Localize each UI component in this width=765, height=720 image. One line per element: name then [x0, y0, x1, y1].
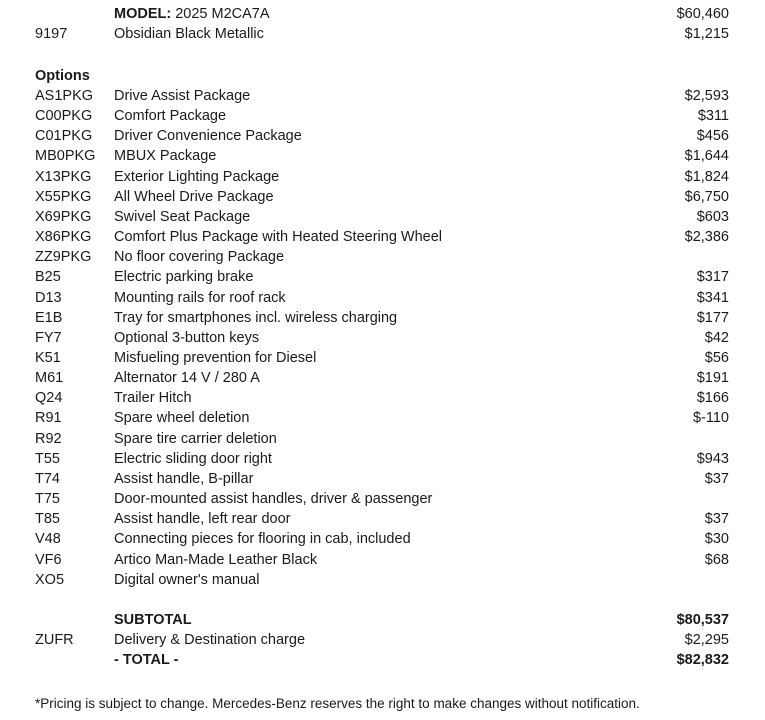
option-row: [0, 388, 765, 408]
option-row: [0, 247, 765, 267]
option-description: Swivel Seat Package: [114, 208, 251, 225]
option-code: V48: [35, 531, 61, 548]
option-row: [0, 408, 765, 428]
total-price: $82,832: [676, 652, 729, 668]
option-row: [0, 146, 765, 166]
option-price: $6,750: [684, 188, 729, 205]
option-row: [0, 106, 765, 126]
option-row: [0, 207, 765, 227]
option-description: Assist handle, left rear door: [114, 511, 291, 528]
option-price: $603: [696, 208, 729, 225]
option-code: XO5: [35, 571, 65, 588]
option-code: X69PKG: [35, 208, 92, 225]
delivery-code: ZUFR: [35, 632, 74, 648]
option-code: R91: [35, 410, 62, 427]
option-price: $-110: [692, 410, 729, 427]
option-row: [0, 267, 765, 287]
paint-price: $1,215: [684, 26, 729, 42]
option-code: VF6: [35, 551, 62, 568]
option-price: $68: [704, 551, 729, 568]
model-label: MODEL:: [114, 6, 172, 22]
subtotal-row: [0, 610, 765, 630]
option-row: [0, 167, 765, 187]
option-row: [0, 529, 765, 549]
option-code: T74: [35, 470, 60, 487]
option-code: D13: [35, 289, 62, 306]
option-row: [0, 308, 765, 328]
option-description: Optional 3-button keys: [114, 329, 260, 346]
option-description: Electric sliding door right: [114, 450, 272, 467]
option-description: Artico Man-Made Leather Black: [114, 551, 318, 568]
option-price: $56: [704, 349, 729, 366]
option-code: E1B: [35, 309, 63, 326]
option-row: [0, 469, 765, 489]
option-code: T55: [35, 450, 60, 467]
option-price: $1,644: [684, 148, 729, 165]
option-row: [0, 368, 765, 388]
subtotal-label: SUBTOTAL: [114, 612, 192, 628]
option-price: $2,386: [684, 229, 729, 245]
option-description: All Wheel Drive Package: [114, 188, 274, 205]
option-price: $943: [696, 450, 729, 467]
option-code: M61: [35, 370, 64, 387]
option-price: $42: [704, 329, 729, 346]
option-code: X86PKG: [35, 229, 92, 245]
option-price: $177: [696, 309, 729, 326]
option-row: [0, 489, 765, 509]
option-description: Misfueling prevention for Diesel: [114, 349, 317, 366]
option-price: $37: [704, 470, 729, 487]
model-row: [0, 4, 765, 24]
option-row: [0, 187, 765, 207]
option-code: C00PKG: [35, 108, 93, 125]
option-price: $37: [704, 511, 729, 528]
option-code: ZZ9PKG: [35, 249, 92, 266]
option-row: [0, 348, 765, 368]
option-code: AS1PKG: [35, 88, 94, 104]
option-description: Alternator 14 V / 280 A: [114, 370, 260, 387]
option-description: Exterior Lighting Package: [114, 168, 280, 185]
option-code: R92: [35, 430, 62, 447]
option-code: X55PKG: [35, 188, 92, 205]
option-code: K51: [35, 349, 61, 366]
option-row: [0, 288, 765, 308]
subtotal-price: $80,537: [676, 612, 729, 628]
total-label: - TOTAL -: [114, 652, 179, 668]
option-description: Connecting pieces for flooring in cab, included: [114, 531, 411, 548]
option-code: T85: [35, 511, 60, 528]
option-code: B25: [35, 269, 61, 286]
option-code: Q24: [35, 390, 63, 407]
option-description: Electric parking brake: [114, 269, 254, 286]
model-description: [114, 4, 270, 24]
option-code: FY7: [35, 329, 62, 346]
option-description: Spare wheel deletion: [114, 410, 250, 427]
option-row: [0, 126, 765, 146]
footnote: *Pricing is subject to change. Mercedes-Benz reserves the right to make changes without notification.: [35, 696, 640, 711]
paint-row: [0, 24, 765, 44]
option-price: $1,824: [684, 168, 729, 185]
option-description: Drive Assist Package: [114, 88, 251, 104]
option-description: No floor covering Package: [114, 249, 285, 266]
option-description: Assist handle, B-pillar: [114, 470, 254, 487]
option-description: Trailer Hitch: [114, 390, 192, 407]
model-price: $60,460: [676, 6, 729, 22]
delivery-price: $2,295: [684, 632, 729, 648]
option-row: [0, 570, 765, 590]
paint-code: 9197: [35, 26, 68, 42]
option-price: $166: [696, 390, 729, 407]
option-price: $317: [696, 269, 729, 286]
option-row: [0, 429, 765, 449]
option-description: Comfort Package: [114, 108, 227, 125]
options-title: Options: [35, 68, 90, 84]
option-code: T75: [35, 491, 60, 507]
option-row: [0, 227, 765, 247]
option-price: $191: [696, 370, 729, 387]
option-price: $341: [696, 289, 729, 306]
option-price: $456: [696, 128, 729, 145]
option-row: [0, 86, 765, 106]
model-value: 2025 M2CA7A: [175, 6, 270, 22]
delivery-description: Delivery & Destination charge: [114, 632, 306, 648]
option-description: MBUX Package: [114, 148, 217, 165]
option-description: Driver Convenience Package: [114, 128, 302, 145]
option-price: $30: [704, 531, 729, 548]
option-price: $2,593: [684, 88, 729, 104]
option-description: Tray for smartphones incl. wireless charging: [114, 309, 398, 326]
option-row: [0, 550, 765, 570]
option-description: Door-mounted assist handles, driver & passenger: [114, 491, 433, 507]
option-description: Comfort Plus Package with Heated Steering Wheel: [114, 229, 443, 245]
option-row: [0, 509, 765, 529]
option-price: $311: [697, 108, 729, 125]
paint-description: Obsidian Black Metallic: [114, 26, 264, 42]
option-code: MB0PKG: [35, 148, 96, 165]
delivery-row: [0, 630, 765, 650]
option-row: [0, 328, 765, 348]
option-row: [0, 449, 765, 469]
option-code: C01PKG: [35, 128, 93, 145]
option-description: Mounting rails for roof rack: [114, 289, 286, 306]
option-description: Digital owner's manual: [114, 571, 260, 588]
total-row: [0, 650, 765, 670]
option-code: X13PKG: [35, 168, 92, 185]
option-description: Spare tire carrier deletion: [114, 430, 277, 447]
